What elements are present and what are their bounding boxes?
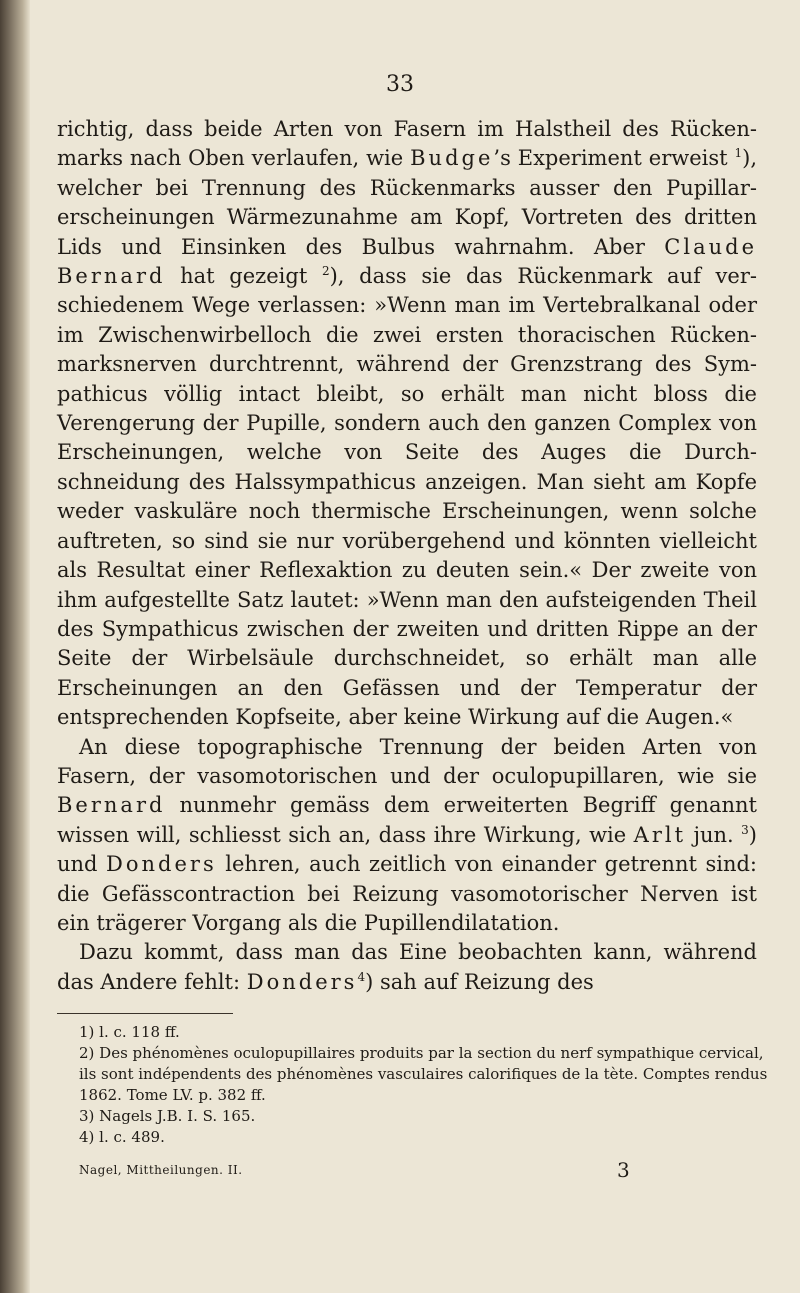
paragraph-3: [57, 938, 757, 997]
signature-line: Nagel, Mittheilungen. II.: [79, 1163, 243, 1177]
footnote-divider: [57, 1013, 233, 1014]
footnote-1: 1) l. c. 118 ff.: [79, 1023, 180, 1041]
spaced-name: Arlt: [633, 822, 687, 847]
footnote-ref: 3: [741, 822, 749, 837]
text-run: ), welcher bei Trennung des Rückenmarks ausser den Pupillarerscheinungen Wärmezunahme am Kopf, Vortreten des dritten Lids und Einsinken des Bulbus wahrnahm. Aber: [57, 146, 758, 259]
spaced-name: Bernard: [57, 793, 166, 818]
footnote-ref: 1: [734, 146, 743, 161]
footnote-4: 4) l. c. 489.: [79, 1128, 165, 1146]
text-run: An diese topographische Trennung der beiden Arten von Fasern, der vasomotorischen und der oculopupillaren, wie sie: [57, 734, 757, 788]
text-run: ) und: [57, 822, 757, 877]
spaced-name: Donders: [246, 969, 358, 994]
footnote-2-text: 2) Des phénomènes oculopupillaires produits par la section du nerf sympathique cervical, ils sont indépendents des phénomènes vasculaires calorifiques de la tète. Comptes rendus 1862. Tome LV. p. 382 ff.: [79, 1044, 768, 1104]
text-run: jun.: [686, 822, 742, 847]
page-number: 33: [386, 72, 414, 97]
paragraph-1: [57, 115, 757, 733]
body-text: [57, 115, 757, 997]
text-run: Dazu kommt, dass man das Eine beobachten kann, während das Andere fehlt:: [57, 940, 757, 994]
spaced-name: Donders: [106, 852, 217, 877]
footnote-2: [57, 1043, 777, 1106]
text-run: hat gezeigt: [165, 264, 322, 289]
text-run: lehren, auch zeitlich von einander getrennt sind: die Gefässcontraction bei Reizung vasomotorischer Nerven ist ein trägerer Vorgang als die Pupillendilatation.: [57, 852, 757, 935]
text-run: ), dass sie das Rückenmark auf verschiedenem Wege verlassen: »Wenn man im Vertebralkanal oder im Zwischenwirbelloch die zwei ersten thoracischen Rückenmarksnerven durchtrennt, während der Grenzstrang des Sympathicus völlig intact bleibt, so erhält man nicht bloss die Verengerung der Pupille, sondern auch den ganzen Complex von Erscheinungen, welche von Seite des Auges die Durchschneidung des Halssympathicus anzeigen. Man sieht am Kopfe weder vaskuläre noch thermische Erscheinungen, wenn solche auftreten, so sind sie nur vorübergehend und könnten vielleicht als Resultat einer Reflexaktion zu deuten sein.« Der zweite von ihm aufgestellte Satz lautet: »Wenn man den aufsteigenden Theil des Sympathicus zwischen der zweiten und dritten Rippe an der Seite der Wirbelsäule durchschneidet, so erhält man alle Erscheinungen an den Gefässen und der Temperatur der entsprechenden Kopfseite, aber keine Wirkung auf die Augen.«: [57, 264, 757, 730]
signature-number: 3: [617, 1158, 630, 1182]
text-run: nunmehr gemäss dem erweiterten Begriff genannt wissen will, schliesst sich an, dass ihre Wirkung, wie: [57, 793, 757, 847]
footnotes: [57, 1022, 777, 1148]
spaced-name: Claude Bernard: [57, 234, 757, 289]
paragraph-2: [57, 733, 757, 939]
book-spine-shadow: [0, 0, 30, 1293]
footnote-ref: 2: [321, 264, 330, 279]
text-run: richtig, dass beide Arten von Fasern im Halstheil des Rückenmarks nach Oben verlaufen, wie: [57, 117, 757, 171]
footnote-ref: 4: [357, 969, 366, 984]
footnote-3: 3) Nagels J.B. I. S. 165.: [79, 1107, 256, 1125]
text-run: ’s Experiment erweist: [493, 146, 735, 171]
spaced-name: Budge: [410, 146, 494, 171]
text-run: ) sah auf Reizung des: [365, 969, 594, 994]
